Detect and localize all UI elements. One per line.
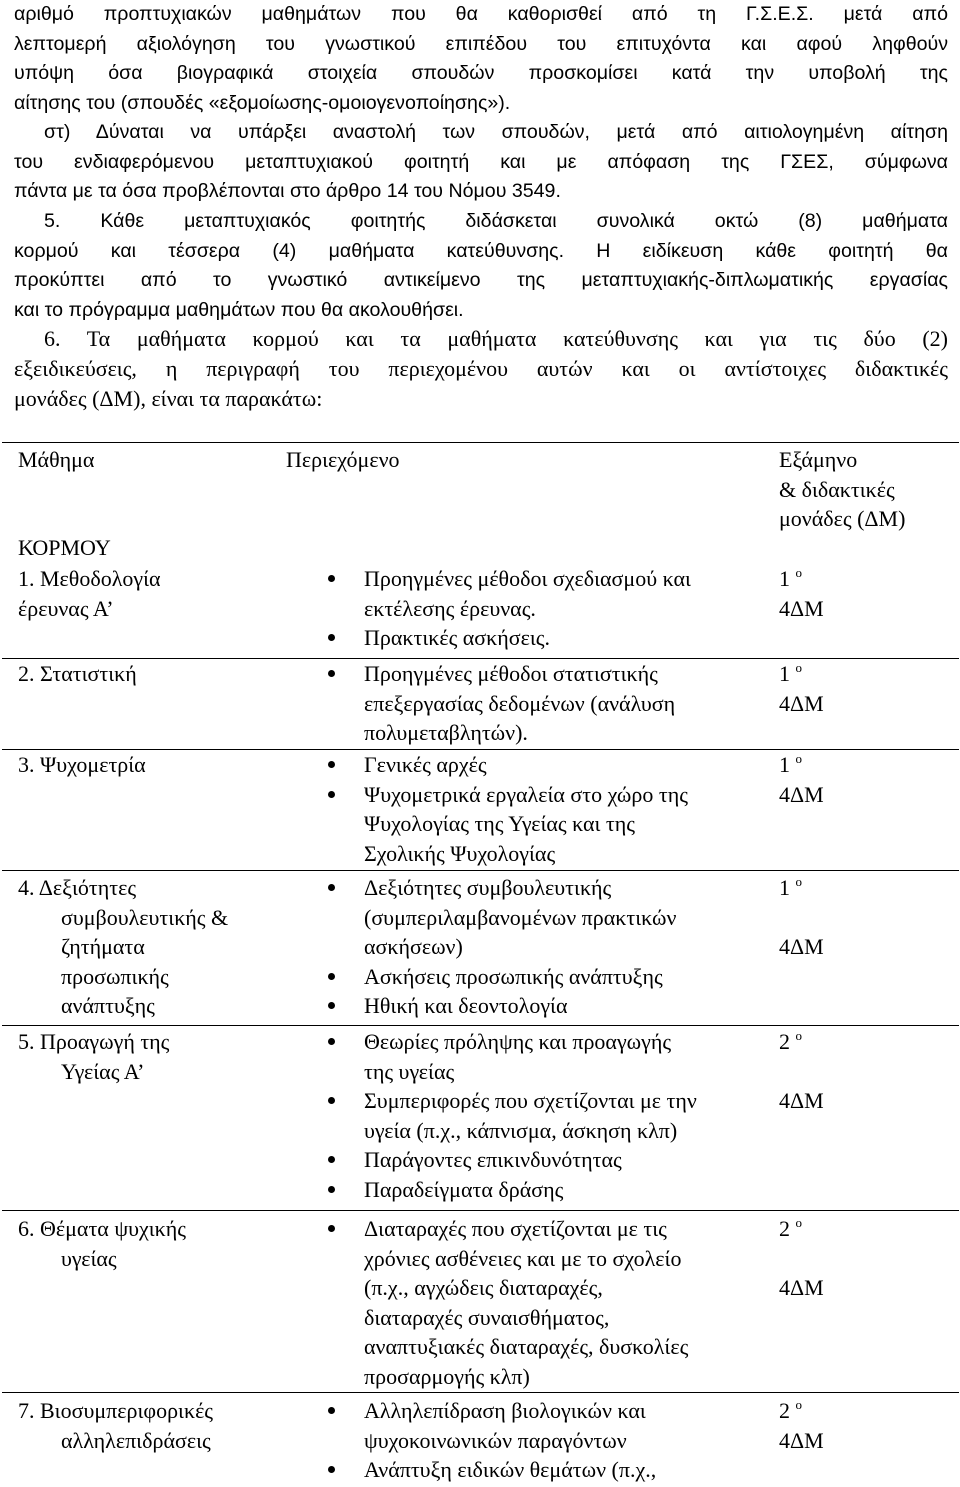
list-item-line: Διαταραχές που σχετίζονται με τις: [364, 1216, 667, 1241]
text-line: και το πρόγραμμα μαθημάτων που θα ακολουθήσει.: [14, 298, 464, 321]
course-name-line: 6. Θέματα ψυχικής: [18, 1216, 186, 1241]
list-item-line: Παραδείγματα δράσης: [364, 1176, 564, 1202]
section-label-text: ΚΟΡΜΟΥ: [18, 535, 111, 560]
text-line: 5. Κάθε μεταπτυχιακός φοιτητής διδάσκεται συνολικά οκτώ (8) μαθήματα: [44, 210, 948, 232]
list-item: [328, 564, 768, 623]
list-item-line: εκτέλεσης έρευνας.: [364, 595, 536, 621]
course-name: [18, 1396, 278, 1455]
semester-number: 1 $^o$: [779, 751, 802, 777]
row-divider: [2, 1392, 959, 1393]
course-name-line: 4. Δεξιότητες: [18, 875, 137, 900]
course-name-line: ανάπτυξης: [61, 993, 155, 1018]
list-item-line: υγεία (π.χ., κάπνισμα, άσκηση κλπ): [364, 1117, 678, 1143]
paragraph-suspension: [14, 118, 948, 207]
course-name: [18, 750, 278, 780]
row-divider: [2, 1025, 959, 1026]
text-line: αίτησης του (σπουδές «εξομοίωσης-ομοιογενοποίησης»).: [14, 91, 511, 114]
list-item: [328, 780, 768, 869]
teaching-units: 4ΔΜ: [779, 690, 824, 716]
text-line: 6. Τα μαθήματα κορμού και τα μαθήματα κατεύθυνσης και για τις δύο (2): [44, 326, 948, 351]
header-content-label: Περιεχόμενο: [286, 447, 400, 472]
course-name-line: έρευνας Α’: [18, 595, 114, 621]
content-list: [328, 1214, 768, 1391]
list-item-line: Πρακτικές ασκήσεις.: [364, 625, 550, 650]
row-divider: [2, 870, 959, 871]
teaching-units: 4ΔΜ: [779, 595, 824, 621]
list-item: [328, 750, 768, 780]
text-line: αριθμό προπτυχιακών μαθημάτων που θα καθορισθεί από τη Γ.Σ.Ε.Σ. μετά από: [14, 3, 948, 25]
list-item: [328, 1214, 768, 1391]
list-item: [328, 1086, 768, 1145]
semester-cell: [779, 1027, 824, 1115]
course-name-line: συμβουλευτικής &: [61, 904, 229, 930]
semester-cell: [779, 659, 824, 718]
content-list: [328, 873, 768, 1021]
list-item-line: ασκήσεων): [364, 934, 463, 959]
list-item-line: Σχολικής Ψυχολογίας: [364, 840, 556, 866]
course-name-line: 1. Μεθοδολογία: [18, 566, 161, 591]
text-line: μονάδες (ΔΜ), είναι τα παρακάτω:: [14, 386, 323, 411]
table-top-border: [2, 442, 959, 443]
semester-number: 2 $^o$: [779, 1028, 802, 1054]
content-list: [328, 1396, 768, 1485]
course-name-line: 5. Προαγωγή της: [18, 1029, 170, 1054]
course-name: [18, 659, 278, 689]
content-list: [328, 750, 768, 868]
paragraph-admission: [14, 0, 948, 118]
list-item-line: Παράγοντες επικινδυνότητας: [364, 1147, 622, 1172]
course-name-line: 3. Ψυχομετρία: [18, 752, 146, 777]
list-item: [328, 1145, 768, 1175]
list-item-line: προσαρμογής κλπ): [364, 1363, 530, 1389]
semester-number: 1 $^o$: [779, 874, 802, 900]
list-item-line: Προηγμένες μέθοδοι σχεδιασμού και: [364, 566, 691, 591]
course-name: [18, 564, 278, 623]
list-item-line: Θεωρίες πρόληψης και προαγωγής: [364, 1029, 672, 1054]
list-item-line: της υγείας: [364, 1058, 455, 1084]
header-semester-line: & διδακτικές: [779, 476, 895, 502]
list-item-line: Συμπεριφορές που σχετίζονται με την: [364, 1088, 697, 1113]
course-name-line: υγείας: [61, 1245, 117, 1271]
course-name-line: 7. Βιοσυμπεριφορικές: [18, 1398, 214, 1423]
list-item: [328, 873, 768, 962]
semester-number: 2 $^o$: [779, 1215, 802, 1241]
header-subject-label: Μάθημα: [18, 447, 95, 472]
course-name-line: προσωπικής: [61, 963, 169, 989]
list-item: [328, 659, 768, 748]
teaching-units: 4ΔΜ: [779, 1087, 824, 1113]
list-item-line: Δεξιότητες συμβουλευτικής: [364, 875, 612, 900]
course-name-line: 2. Στατιστική: [18, 661, 137, 686]
paragraph-5: [14, 207, 948, 325]
list-item-line: Ηθική και δεοντολογία: [364, 993, 568, 1018]
list-item-line: Ψυχολογίας της Υγείας και της: [364, 811, 635, 836]
list-item-line: διαταραχές συναισθήματος,: [364, 1304, 610, 1330]
text-line: του ενδιαφερόμενου μεταπτυχιακού φοιτητή και με απόφαση της ΓΣΕΣ, σύμφωνα: [14, 150, 948, 173]
list-item: [328, 1455, 768, 1485]
semester-number: 1 $^o$: [779, 660, 802, 686]
semester-cell: [779, 564, 824, 623]
list-item-line: Γενικές αρχές: [364, 752, 487, 777]
header-subject: [18, 445, 94, 475]
header-semester: [779, 445, 905, 534]
list-item: [328, 1175, 768, 1205]
course-name-line: ζητήματα: [61, 934, 145, 959]
list-item-line: (π.χ., αγχώδεις διαταραχές,: [364, 1275, 603, 1300]
course-name: [18, 873, 278, 1021]
content-list: [328, 1027, 768, 1204]
text-line: υπόψη όσα βιογραφικά στοιχεία σπουδών προσκομίσει κατά την υποβολή της: [14, 62, 948, 85]
list-item-line: χρόνιες ασθένειες και με το σχολείο: [364, 1245, 682, 1271]
list-item-line: Προηγμένες μέθοδοι στατιστικής: [364, 661, 658, 686]
list-item-line: Ψυχομετρικά εργαλεία στο χώρο της: [364, 781, 688, 807]
text-line: κορμού και τέσσερα (4) μαθήματα κατεύθυνσης. Η ειδίκευση κάθε φοιτητή θα: [14, 239, 948, 262]
text-line: προκύπτει από το γνωστικό αντικείμενο της μεταπτυχιακής-διπλωματικής εργασίας: [14, 269, 948, 292]
text-line: στ) Δύναται να υπάρξει αναστολή των σπουδών, μετά από αιτιολογημένη αίτηση: [44, 121, 948, 143]
course-name: [18, 1027, 278, 1086]
content-list: [328, 659, 768, 748]
list-item-line: αναπτυξιακές διαταραχές, δυσκολίες: [364, 1334, 689, 1359]
content-list: [328, 564, 768, 653]
list-item-line: Ασκήσεις προσωπικής ανάπτυξης: [364, 963, 663, 989]
teaching-units: 4ΔΜ: [779, 781, 824, 807]
header-semester-line: Εξάμηνο: [779, 447, 858, 472]
teaching-units: 4ΔΜ: [779, 933, 824, 959]
list-item-line: Αλληλεπίδραση βιολογικών και: [364, 1398, 646, 1423]
list-item: [328, 623, 768, 653]
list-item: [328, 962, 768, 992]
list-item-line: πολυμεταβλητών).: [364, 720, 528, 745]
list-item-line: ψυχοκοινωνικών παραγόντων: [364, 1427, 627, 1453]
course-name-line: αλληλεπιδράσεις: [61, 1427, 211, 1453]
list-item-line: (συμπεριλαμβανομένων πρακτικών: [364, 904, 677, 930]
list-item: [328, 991, 768, 1021]
row-divider: [2, 1210, 959, 1211]
list-item: [328, 1027, 768, 1086]
list-item-line: Ανάπτυξη ειδικών θεμάτων (π.χ.,: [364, 1457, 657, 1482]
header-content: [286, 445, 400, 475]
list-item: [328, 1396, 768, 1455]
header-semester-line: μονάδες (ΔΜ): [779, 506, 906, 531]
semester-number: 1 $^o$: [779, 565, 802, 591]
text-line: πάντα με τα όσα προβλέπονται στο άρθρο 14 του Νόμου 3549.: [14, 180, 561, 203]
semester-number: 2 $^o$: [779, 1397, 802, 1423]
semester-cell: [779, 1396, 824, 1455]
list-item-line: επεξεργασίας δεδομένων (ανάλυση: [364, 690, 676, 716]
teaching-units: 4ΔΜ: [779, 1274, 824, 1300]
course-name: [18, 1214, 278, 1273]
paragraph-6: [14, 324, 948, 414]
text-line: λεπτομερή αξιολόγηση του γνωστικού επιπέδου του επιτυχόντα και αφού ληφθούν: [14, 32, 948, 55]
semester-cell: [779, 873, 824, 961]
semester-cell: [779, 750, 824, 809]
course-name-line: Υγείας Α’: [61, 1058, 145, 1084]
text-line: εξειδικεύσεις, η περιγραφή του περιεχομένου αυτών και οι αντίστοιχες διδακτικές: [14, 356, 948, 381]
teaching-units: 4ΔΜ: [779, 1427, 824, 1453]
semester-cell: [779, 1214, 824, 1302]
